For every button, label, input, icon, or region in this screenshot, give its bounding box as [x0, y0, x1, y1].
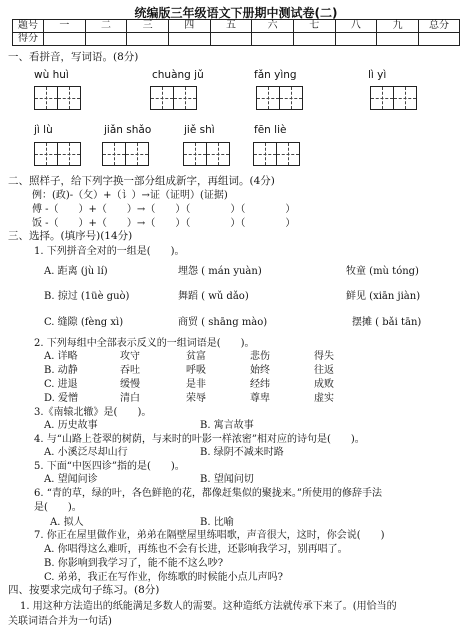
word: 尊卑: [250, 393, 270, 404]
word: 攻守: [120, 351, 140, 362]
word: 荣辱: [186, 393, 206, 404]
option-c[interactable]: C. 进退: [44, 379, 78, 390]
section3-heading: 三、选择。(填序号)(14分): [8, 230, 133, 242]
option-a[interactable]: A. 望闻问诊: [44, 474, 98, 485]
score-input-cell[interactable]: [377, 33, 419, 46]
table-cell: 五: [210, 20, 252, 33]
score-input-cell[interactable]: [210, 33, 252, 46]
table-cell: 一: [44, 20, 86, 33]
writing-grid[interactable]: [253, 142, 300, 166]
section2-heading: 二、照样子，给下列字换一部分组成新字，再组词。(4分): [8, 175, 275, 187]
option-b-word2: 舞蹈 ( wǔ dǎo): [178, 291, 249, 302]
score-table-header-row: [13, 20, 460, 33]
exercise-line[interactable]: 饭 -（ ）+（ ）→（ ）（ ）（ ）: [32, 218, 296, 229]
score-input-cell[interactable]: [168, 33, 210, 46]
word: 呼吸: [186, 365, 206, 376]
option-a-word2: 埋怨 ( mán yuàn): [178, 266, 262, 277]
option-b[interactable]: B. 掠过 (1üè guò): [44, 291, 130, 302]
writing-grid[interactable]: [102, 142, 149, 166]
question-stem: 7. 你正在屋里做作业，弟弟在隔壁屋里练唱歌，声音很大，这时，你会说( ): [34, 530, 385, 541]
question-stem: 1. 用这种方法造出的纸能满足多数人的需要。这种造纸方法就传承下来了。(用恰当的: [20, 601, 397, 612]
pinyin-label: wù huì: [34, 69, 69, 81]
table-cell: 九: [377, 20, 419, 33]
pinyin-label: jiě shì: [184, 124, 215, 136]
word: 往返: [314, 365, 334, 376]
score-input-cell[interactable]: [419, 33, 460, 46]
question-stem: 5. 下面“中医四诊”指的是( )。: [34, 461, 185, 472]
pinyin-label: lì yì: [368, 69, 387, 81]
question-stem: 3.《南辕北辙》是( )。: [34, 407, 152, 418]
table-cell: 八: [335, 20, 377, 33]
option-b[interactable]: B. 望闻问切: [200, 474, 254, 485]
question-stem: 2. 下列每组中全部表示反义的一组词语是( )。: [34, 338, 255, 349]
score-table: [12, 19, 460, 46]
score-table-score-row: [13, 33, 460, 46]
word: 缓慢: [120, 379, 140, 390]
word: 吞吐: [120, 365, 140, 376]
question-stem: 4. 与“山路上苍翠的树荫，与来时的叶影一样浓密”相对应的诗句是( )。: [34, 434, 365, 445]
writing-grid[interactable]: [34, 142, 81, 166]
word: 悲伤: [250, 351, 270, 362]
question-stem: 6. “青的草，绿的叶，各色鲜艳的花，都像赶集似的聚拢来。”所使用的修辞手法: [34, 488, 382, 499]
option-a[interactable]: A. 小溪泛尽却山行: [44, 447, 128, 458]
question-stem: 1. 下列拼音全对的一组是( )。: [34, 246, 185, 257]
writing-grid[interactable]: [370, 86, 417, 110]
option-c-word3: 摆摊 ( bǎi tān): [352, 317, 422, 328]
table-cell: 总分: [419, 20, 460, 33]
word: 是非: [186, 379, 206, 390]
table-cell: 二: [85, 20, 127, 33]
option-a[interactable]: A. 距离 (jù lí): [44, 266, 108, 277]
table-cell: 得分: [13, 33, 44, 46]
score-input-cell[interactable]: [127, 33, 169, 46]
pinyin-label: jiǎn shǎo: [104, 124, 152, 136]
table-cell: 四: [168, 20, 210, 33]
table-cell: 六: [252, 20, 294, 33]
option-c[interactable]: C. 缝隙 (fèng xì): [44, 317, 124, 328]
option-a[interactable]: A. 你唱得这么难听，再练也不会有长进，还影响我学习，别再唱了。: [44, 544, 348, 555]
pinyin-label: chuàng jǔ: [152, 69, 204, 81]
writing-grid[interactable]: [34, 86, 81, 110]
writing-grid[interactable]: [150, 86, 197, 110]
table-cell: 题号: [13, 20, 44, 33]
word: 贫富: [186, 351, 206, 362]
section1-heading: 一、看拼音，写词语。(8分): [8, 51, 139, 63]
option-a-word3: 牧童 (mù tóng): [346, 266, 419, 277]
question-stem-cont: 是( )。: [34, 502, 82, 513]
option-b[interactable]: B. 绿阴不减来时路: [200, 447, 284, 458]
option-d[interactable]: D. 爱憎: [44, 393, 79, 404]
question-stem-cont: 关联词语合并为一句话): [8, 616, 112, 627]
option-b-word3: 鲜见 (xiān jiàn): [346, 291, 421, 302]
option-b[interactable]: B. 寓言故事: [200, 420, 254, 431]
score-input-cell[interactable]: [335, 33, 377, 46]
score-input-cell[interactable]: [44, 33, 86, 46]
option-a[interactable]: A. 详略: [44, 351, 78, 362]
word: 虚实: [314, 393, 334, 404]
writing-grid[interactable]: [256, 86, 303, 110]
page-title: 统编版三年级语文下册期中测试卷(二): [134, 6, 338, 20]
score-input-cell[interactable]: [85, 33, 127, 46]
writing-grid[interactable]: [183, 142, 230, 166]
example-line: 例：(政)-（攵）+（讠）→证（证明）(证据): [32, 190, 228, 201]
option-b[interactable]: B. 你影响到我学习了，能不能不这么吵?: [44, 558, 224, 569]
option-c-word2: 商贸 ( shāng mào): [178, 317, 268, 328]
section4-heading: 四、按要求完成句子练习。(8分): [8, 584, 160, 596]
exercise-line[interactable]: 傅 -（ ）+（ ）→（ ）（ ）（ ）: [32, 204, 296, 215]
option-a[interactable]: A. 拟人: [50, 517, 84, 528]
pinyin-label: fǎn yìng: [254, 69, 297, 81]
score-input-cell[interactable]: [252, 33, 294, 46]
option-b[interactable]: B. 动静: [44, 365, 78, 376]
option-a[interactable]: A. 历史故事: [44, 420, 98, 431]
pinyin-label: fēn liè: [254, 124, 287, 136]
table-cell: 三: [127, 20, 169, 33]
option-b[interactable]: B. 比喻: [200, 517, 234, 528]
word: 清白: [120, 393, 140, 404]
word: 始终: [250, 365, 270, 376]
table-cell: 七: [293, 20, 335, 33]
word: 经纬: [250, 379, 270, 390]
pinyin-label: jì lù: [34, 124, 53, 136]
option-c[interactable]: C. 弟弟，我正在写作业，你练歌的时候能小点儿声吗?: [44, 572, 284, 583]
score-input-cell[interactable]: [293, 33, 335, 46]
word: 得失: [314, 351, 334, 362]
word: 成败: [314, 379, 334, 390]
